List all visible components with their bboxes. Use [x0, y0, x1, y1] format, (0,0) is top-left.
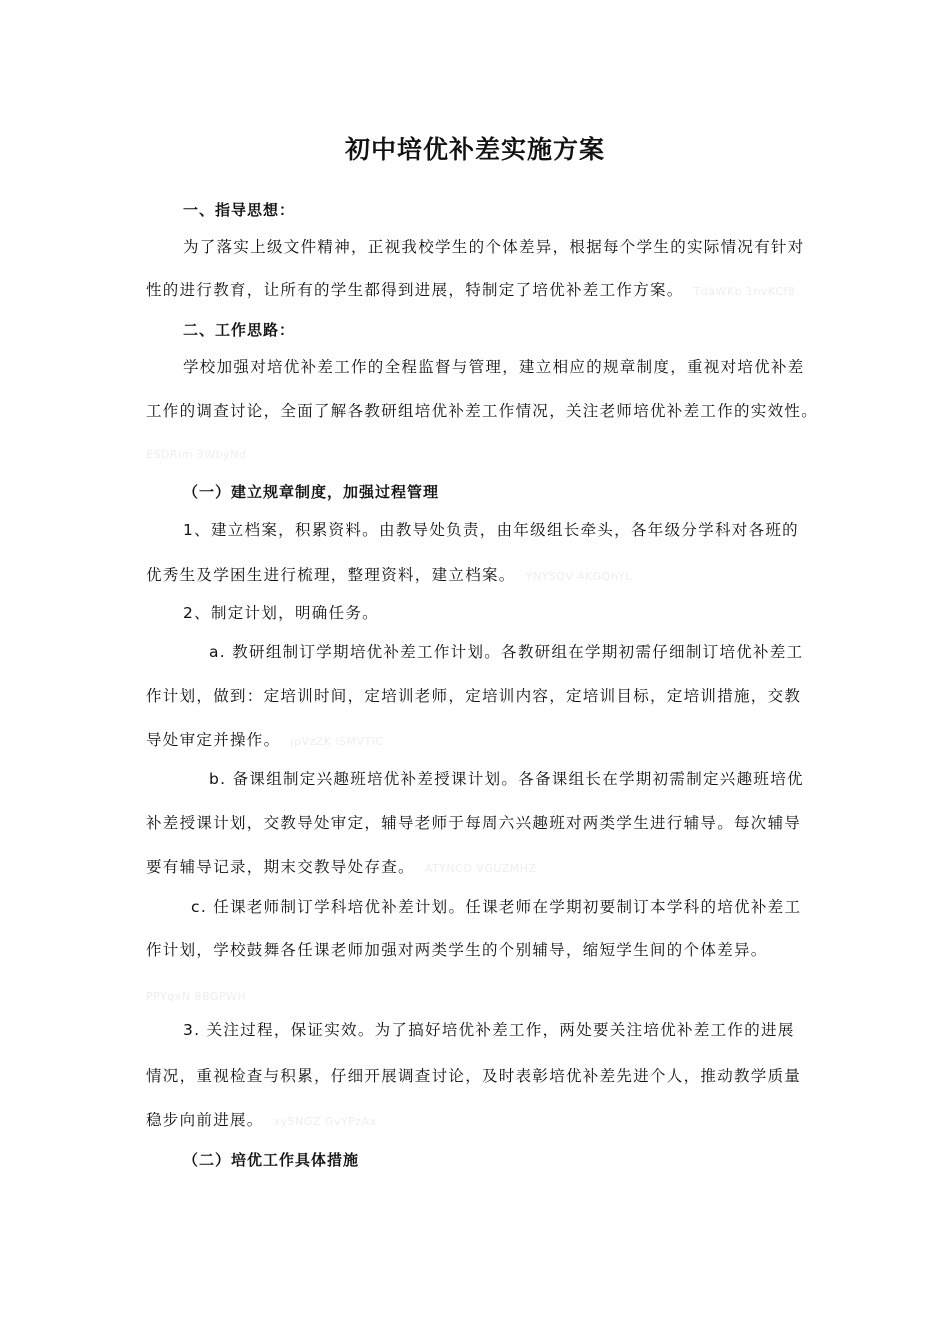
watermark-text: jpVzZK lSMVTlC	[290, 735, 384, 748]
paragraph-line: 性的进行教育，让所有的学生都得到进展，特制定了培优补差工作方案。 TdaWKb 1hvKCf8	[146, 281, 796, 299]
paragraph-line: 要有辅导记录，期末交教导处存查。 ATYNCD VGUZMHZ	[146, 858, 537, 876]
watermark-text: YNYSQV 4KGQhYL	[525, 570, 633, 583]
paragraph-line: 稳步向前进展。 xy5NGZ GvYPzAx	[146, 1111, 377, 1129]
paragraph-line: 作计划，做到：定培训时间，定培训老师，定培训内容，定培训目标，定培训措施，交教	[146, 687, 802, 705]
heading-section-2: （二）培优工作具体措施	[183, 1151, 360, 1169]
paragraph-line: 学校加强对培优补差工作的全程监督与管理，建立相应的规章制度，重视对培优补差	[183, 358, 805, 376]
paragraph-line: 作计划，学校鼓舞各任课老师加强对两类学生的个别辅导，缩短学生间的个体差异。	[146, 941, 768, 959]
paragraph-line: a. 教研组制订学期培优补差工作计划。各教研组在学期初需仔细制订培优补差工	[209, 643, 804, 661]
heading-work-approach: 二、工作思路：	[183, 321, 296, 339]
paragraph-line: c. 任课老师制订学科培优补差计划。任课老师在学期初要制订本学科的培优补差工	[191, 898, 802, 916]
document-title: 初中培优补差实施方案	[344, 135, 605, 164]
paragraph-line: 1、建立档案，积累资料。由教导处负责，由年级组长牵头，各年级分学科对各班的	[183, 521, 799, 539]
paragraph-line: 工作的调查讨论，全面了解各教研组培优补差工作情况，关注老师培优补差工作的实效性。	[146, 402, 819, 420]
heading-guiding-ideology: 一、指导思想：	[183, 201, 296, 219]
paragraph-line: 为了落实上级文件精神，正视我校学生的个体差异，根据每个学生的实际情况有针对	[183, 238, 805, 256]
paragraph-line: 导处审定并操作。 jpVzZK lSMVTlC	[146, 731, 384, 749]
paragraph-line: b. 备课组制定兴趣班培优补差授课计划。各备课组长在学期初需制定兴趣班培优	[209, 770, 804, 788]
watermark-text: ATYNCD VGUZMHZ	[424, 862, 537, 875]
heading-section-1: （一）建立规章制度，加强过程管理	[183, 483, 440, 501]
paragraph-line: 3. 关注过程，保证实效。为了搞好培优补差工作，两处要关注培优补差工作的进展	[183, 1021, 795, 1039]
paragraph-line: 补差授课计划，交教导处审定，辅导老师于每周六兴趣班对两类学生进行辅导。每次辅导	[146, 814, 802, 832]
paragraph-line: 2、制定计划，明确任务。	[183, 604, 379, 622]
paragraph-line: 优秀生及学困生进行梳理，整理资料，建立档案。 YNYSQV 4KGQhYL	[146, 566, 633, 584]
watermark-text: ESDRlm 3WbyNd	[146, 448, 247, 461]
watermark-text: TdaWKb 1hvKCf8	[693, 285, 796, 298]
watermark-text: xy5NGZ GvYPzAx	[273, 1115, 377, 1128]
watermark-text: PPYqxN 8BGPWH	[146, 990, 247, 1003]
paragraph-line: 情况，重视检查与积累，仔细开展调查讨论，及时表彰培优补差先进个人，推动教学质量	[146, 1067, 802, 1085]
